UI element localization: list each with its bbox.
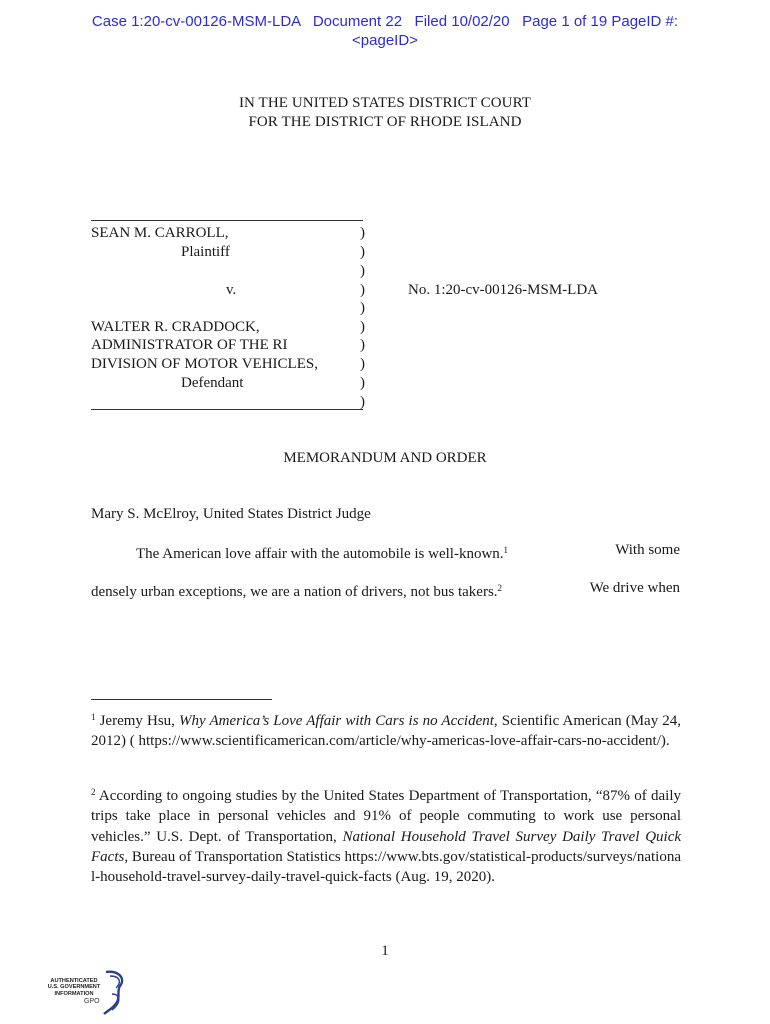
- caption-paren: ): [360, 244, 365, 260]
- footnote-ref-2[interactable]: 2: [497, 583, 503, 593]
- footnote-2: [91, 782, 681, 887]
- court-line1: IN THE UNITED STATES DISTRICT COURT: [238, 95, 532, 111]
- plaintiff-role: Plaintiff: [181, 244, 230, 260]
- footnote-1: [91, 707, 681, 752]
- caption-paren: ): [360, 263, 365, 279]
- gpo-eagle-icon: [100, 968, 130, 1016]
- defendant-line3: DIVISION OF MOTOR VEHICLES,: [91, 356, 318, 372]
- footnote-2-text1: According to ongoing studies by the United States Department of Transportation, “87% of daily trips take place in personal vehicles and 91% of people commuting to work use personal vehicles.” U.S. Dept. of Transportation,: [91, 788, 681, 845]
- caption-paren: ): [360, 375, 365, 391]
- footnote-1-title: Why America’s Love Affair with Cars is no Accident,: [179, 713, 498, 729]
- footnote-1-marker: 1: [91, 712, 96, 722]
- body-line-1-tail: With some: [615, 542, 680, 558]
- court-name: [0, 94, 770, 132]
- footnote-1-author: Jeremy Hsu,: [99, 713, 175, 729]
- caption-paren: ): [360, 282, 365, 298]
- body-line-2-text: densely urban exceptions, we are a nation of drivers, not bus takers.$^2$: [91, 583, 503, 600]
- caption-bottom-rule: [91, 409, 363, 410]
- body-line-2: [91, 579, 680, 602]
- footnote-rule: [91, 699, 272, 700]
- versus: v.: [226, 282, 237, 298]
- footnote-2-title: National Household Travel Survey Daily Travel Quick Facts,: [91, 828, 682, 865]
- footnote-2-text2: Bureau of Transportation Statistics https://www.bts.gov/statistical-products/surveys/national-household-travel-survey-daily-travel-quick-facts (Aug. 19, 2020).: [91, 848, 682, 886]
- footnote-1-rest: Scientific American (May 24, 2012) ( https://www.scientificamerican.com/article/why-americas-love-affair-cars-no-accident/).: [91, 713, 682, 750]
- caption-paren: ): [360, 337, 365, 353]
- plaintiff-name: SEAN M. CARROLL,: [91, 225, 229, 241]
- gpo-authentication-badge: [44, 968, 134, 1020]
- ecf-header: [0, 12, 770, 50]
- caption-top-rule: [91, 220, 363, 221]
- caption-paren: ): [360, 356, 365, 372]
- ecf-header-line2: <pageID>: [352, 32, 418, 49]
- body-line-1-text: The American love affair with the automobile is well-known.$^1$: [136, 545, 509, 562]
- body-line-2-tail: We drive when: [589, 580, 680, 596]
- caption-paren: ): [360, 225, 365, 241]
- page-number: 1: [381, 943, 389, 959]
- body-line-1: [136, 541, 680, 564]
- defendant-line2: ADMINISTRATOR OF THE RI: [91, 337, 288, 353]
- defendant-role: Defendant: [181, 375, 244, 391]
- footnote-2-marker: 2: [91, 787, 96, 797]
- document-title: MEMORANDUM AND ORDER: [283, 450, 487, 466]
- footnote-ref-1[interactable]: 1: [503, 545, 509, 555]
- case-number: No. 1:20-cv-00126-MSM-LDA: [408, 282, 598, 298]
- defendant-line1: WALTER R. CRADDOCK,: [91, 319, 260, 335]
- caption-paren: ): [360, 394, 365, 410]
- caption-paren: ): [360, 319, 365, 335]
- gpo-label: GPO: [84, 998, 100, 1005]
- court-line2: FOR THE DISTRICT OF RHODE ISLAND: [248, 114, 522, 130]
- ecf-header-line1: Case 1:20-cv-00126-MSM-LDA Document 22 Filed 10/02/20 Page 1 of 19 PageID #:: [91, 13, 679, 30]
- caption-paren: ): [360, 300, 365, 316]
- gpo-badge-text: AUTHENTICATED U.S. GOVERNMENT INFORMATION: [47, 978, 101, 997]
- judge-line: Mary S. McElroy, United States District Judge: [91, 506, 371, 522]
